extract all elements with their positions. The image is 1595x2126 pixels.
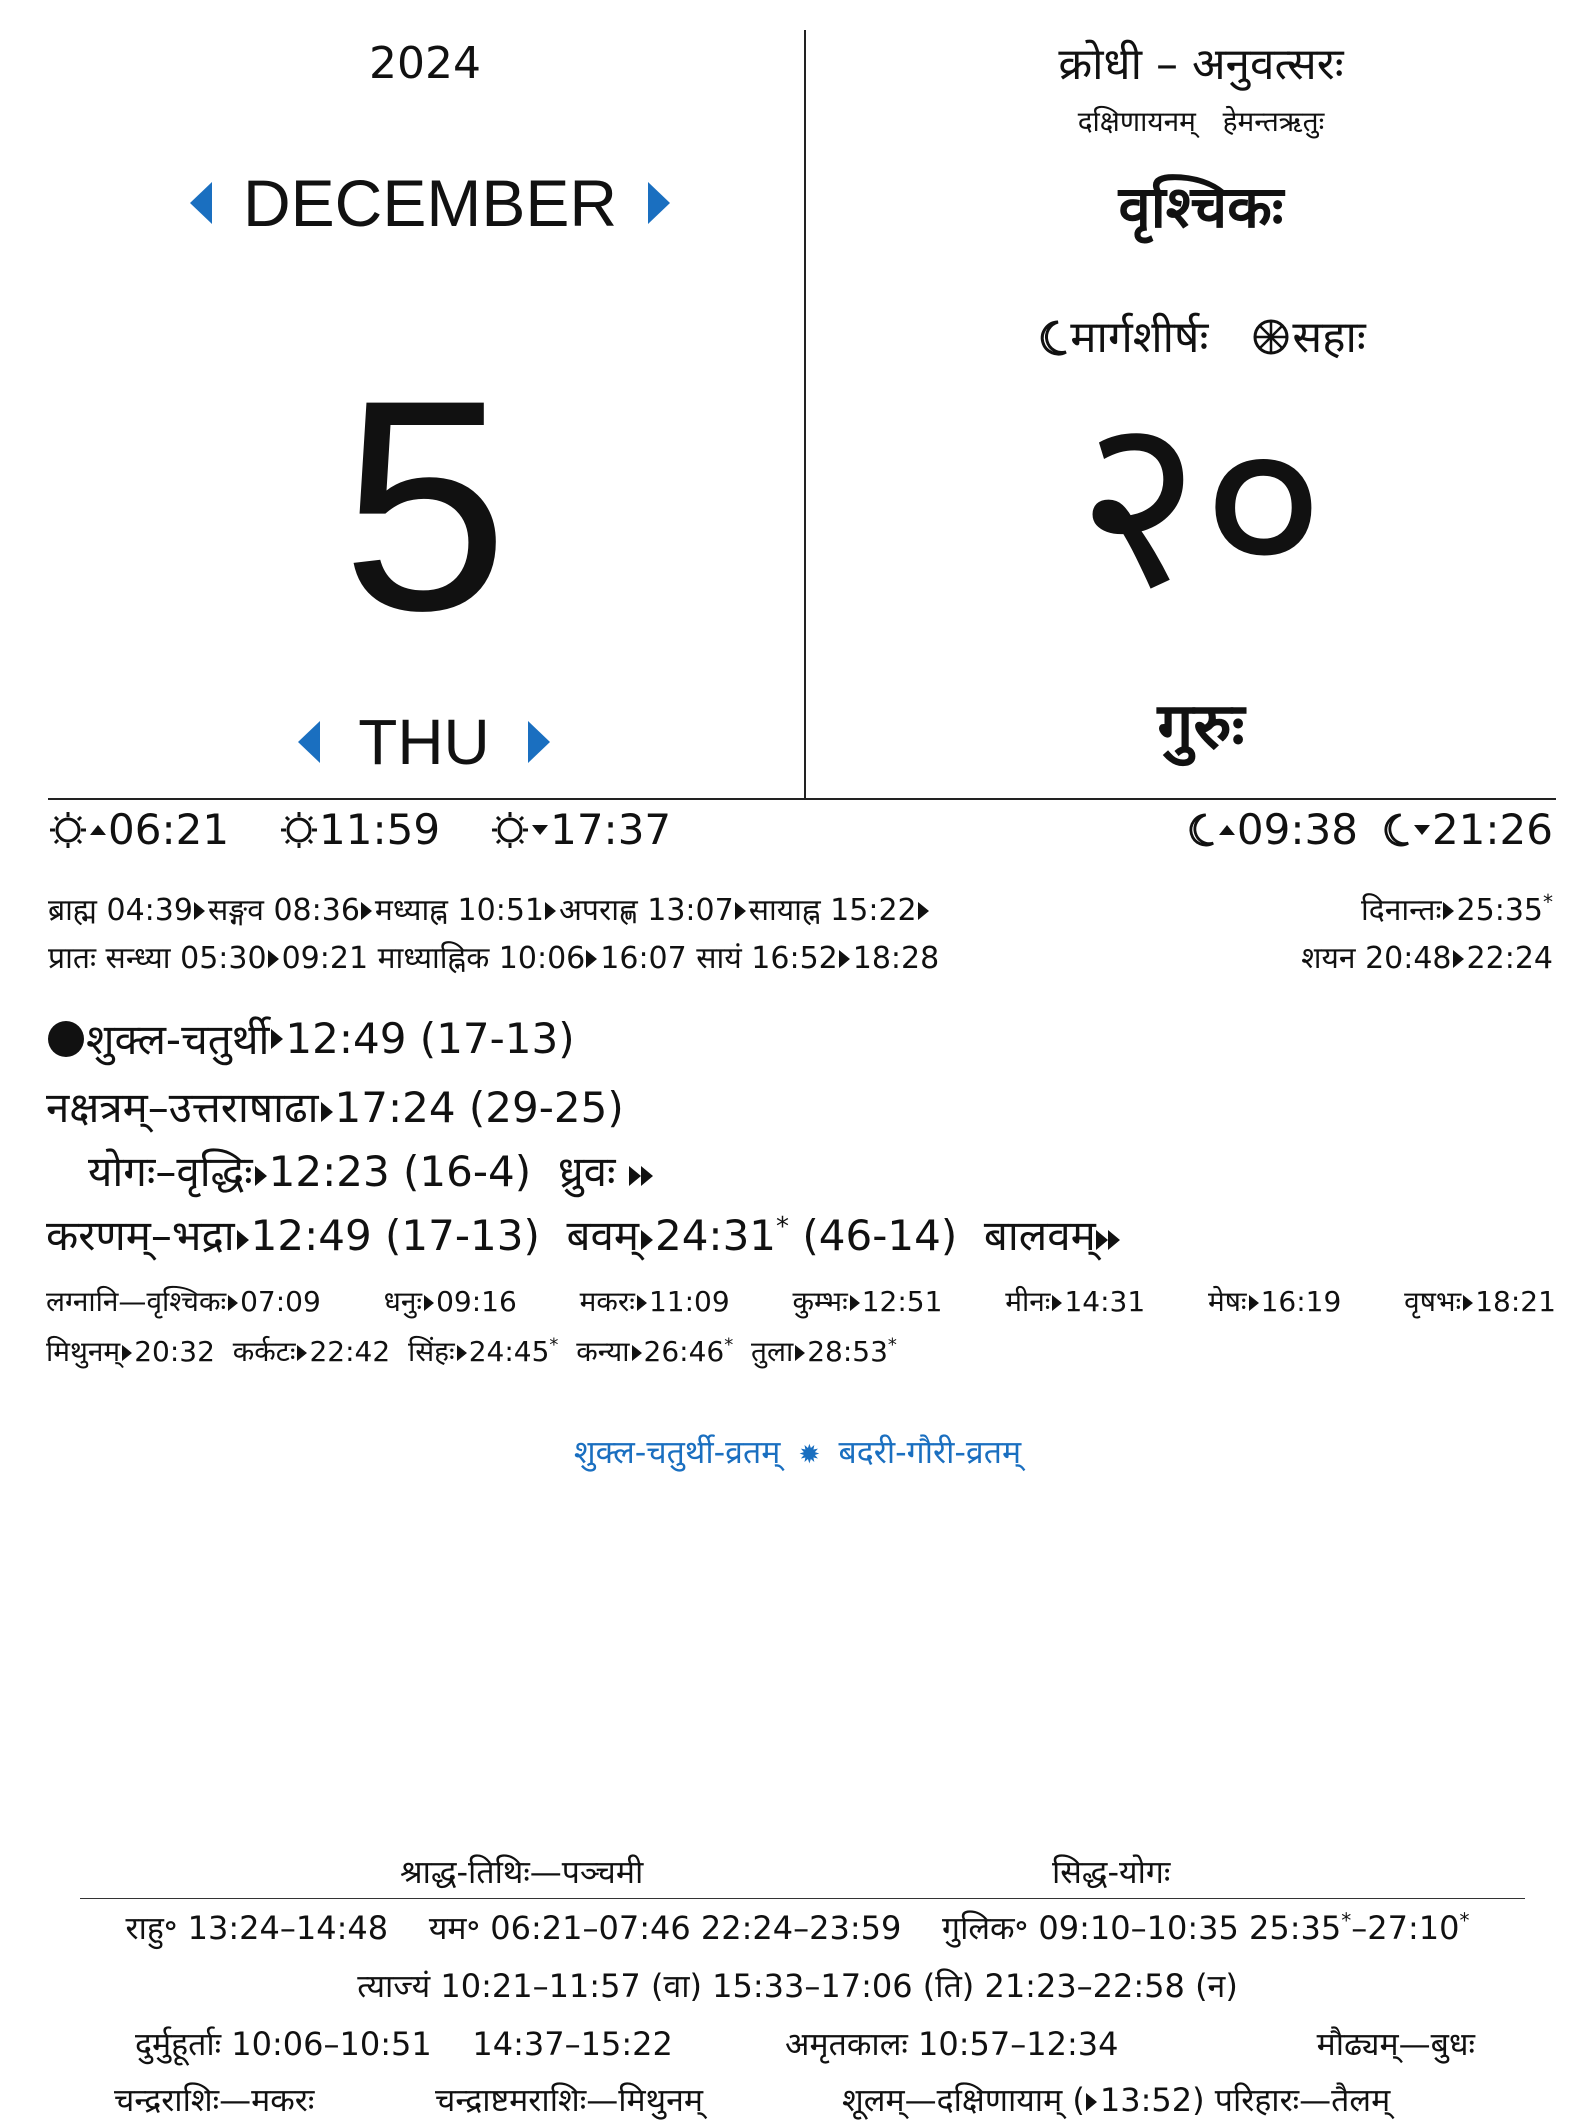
arrow-icon	[255, 1166, 267, 1186]
arrow-icon	[228, 1295, 238, 1311]
lagna-time: 28:53	[807, 1335, 888, 1368]
arrow-icon	[361, 902, 372, 920]
arrow-icon	[1443, 902, 1454, 920]
moonset-arrow-icon	[1414, 825, 1430, 835]
gulika-kala: गुलिक॰ 09:10–10:35 25:35	[942, 1909, 1342, 1947]
lagna-time: 11:09	[648, 1285, 730, 1318]
arrow-icon	[424, 1295, 434, 1311]
year: 2024	[369, 38, 481, 89]
pratah-label: प्रातः सन्ध्या	[48, 941, 171, 976]
month-name: DECEMBER	[242, 166, 618, 240]
moonset-icon	[1380, 811, 1412, 849]
arrow-icon	[237, 1230, 249, 1250]
lagna-time: 12:51	[861, 1285, 943, 1318]
tithi: शुक्ल-चतुर्थी	[86, 1015, 270, 1064]
arrow-icon	[586, 950, 597, 968]
lagna-name: सिंहः	[408, 1335, 455, 1368]
shraddha-tithi: श्राद्ध-तिथिः—पञ्चमी	[400, 1853, 644, 1891]
sandhya-row	[48, 936, 939, 977]
noon-time: 11:59	[319, 805, 441, 854]
karana2: बवम्	[566, 1211, 639, 1260]
arrow-icon	[268, 950, 279, 968]
karana2-end: 24:31	[654, 1211, 777, 1260]
karana: करणम्–भद्रा	[46, 1211, 235, 1260]
durmuhurta: दुर्मुहूर्ताः 10:06–10:51 14:37–15:22	[135, 2025, 673, 2063]
aparahna-label: अपराह्ण	[559, 893, 638, 928]
karana-end: 12:49 (17-13)	[250, 1211, 540, 1260]
next-month-icon[interactable]	[648, 182, 670, 224]
lagna-row-2	[46, 1332, 897, 1370]
weekday-selector	[298, 702, 550, 782]
noon-sun-icon	[279, 810, 319, 850]
lunar-month-line	[806, 305, 1595, 365]
yoga-next: ध्रुवः	[557, 1147, 616, 1196]
moonrise-time: 09:38	[1236, 805, 1358, 854]
arrow-icon	[457, 1345, 467, 1361]
sayahna-time: 15:22	[830, 893, 917, 928]
moon-times	[1185, 805, 1553, 854]
lagna-item	[792, 1282, 942, 1320]
parihara: परिहारः—तैलम्	[1214, 2081, 1391, 2119]
arrow-icon	[735, 902, 746, 920]
arrow-icon	[271, 1029, 283, 1049]
pratah-end: 09:21	[281, 941, 369, 976]
yoga: योगः–वृद्धिः	[88, 1147, 253, 1196]
arrow-icon	[122, 1345, 132, 1361]
lunar-month: मार्गशीर्षः	[1070, 312, 1209, 363]
arrow-icon	[321, 1102, 333, 1122]
brahma-label: ब्राह्म	[48, 893, 97, 928]
day-periods-row	[48, 888, 932, 929]
solar-month: वृश्चिकः	[1118, 173, 1284, 241]
lagna-item	[46, 1335, 215, 1368]
lagna-item: सिंहः 24:45*	[408, 1334, 559, 1368]
lagna-item: तुला 28:53*	[751, 1334, 897, 1368]
nakshatra: नक्षत्रम्–उत्तराषाढा	[46, 1083, 319, 1132]
shula-time: 13:52)	[1099, 2081, 1205, 2119]
prev-month-icon[interactable]	[190, 182, 212, 224]
aparahna-time: 13:07	[647, 893, 734, 928]
sayam-end: 18:28	[852, 941, 940, 976]
shayana-end: 22:24	[1466, 941, 1553, 976]
double-arrow-icon-b	[1108, 1230, 1120, 1250]
shula: शूलम्—दक्षिणायाम् (	[842, 2081, 1085, 2119]
madhyahnika-end: 16:07	[600, 941, 687, 976]
sunset	[490, 805, 671, 854]
arrow-icon	[297, 1345, 307, 1361]
arrow-icon	[1052, 1295, 1062, 1311]
lagna-name: वृश्चिकः	[146, 1285, 227, 1318]
brahma-time: 04:39	[106, 893, 193, 928]
arrow-icon	[1453, 950, 1464, 968]
arrow-icon	[839, 950, 850, 968]
siddha-yoga: सिद्ध-योगः	[1052, 1853, 1171, 1891]
other-month: सहाः	[1292, 312, 1366, 363]
arrow-icon	[918, 902, 929, 920]
sangava-label: सङ्गव	[207, 893, 264, 928]
sunrise-icon	[48, 810, 88, 850]
arrow-icon	[850, 1295, 860, 1311]
lagna-item	[1005, 1282, 1145, 1320]
arrow-icon	[194, 902, 205, 920]
amrita-kala: अमृतकालः 10:57–12:34	[785, 2025, 1119, 2063]
arrow-icon	[637, 1295, 647, 1311]
month-selector	[190, 158, 670, 248]
lagna-time: 26:46	[643, 1335, 725, 1368]
sayam-label: सायं	[696, 941, 742, 976]
samvatsara: क्रोधी – अनुवत्सरः	[1058, 39, 1344, 90]
lagna-name: कर्कटः	[232, 1335, 296, 1368]
rahu-kala: राहु॰ 13:24–14:48	[125, 1909, 389, 1947]
lagna-name: कन्या	[576, 1335, 630, 1368]
lagna-item	[46, 1282, 321, 1320]
sunrise-time: 06:21	[108, 805, 230, 854]
lagna-name: कुम्भः	[792, 1285, 848, 1318]
sunset-icon	[490, 810, 530, 850]
sayam-start: 16:52	[751, 941, 838, 976]
tithi-row	[46, 1010, 575, 1067]
moon-icon	[1036, 318, 1070, 358]
nakshatra-row	[46, 1078, 624, 1135]
gulika-kala-end: –27:10	[1351, 1909, 1460, 1947]
arrow-icon	[545, 902, 556, 920]
lagna-item	[384, 1282, 517, 1320]
lagna-item	[233, 1335, 390, 1368]
nakshatra-end: 17:24 (29-25)	[334, 1083, 624, 1132]
horizontal-divider	[48, 798, 1556, 800]
lagna-time: 18:21	[1475, 1285, 1556, 1318]
footer-divider	[80, 1898, 1525, 1899]
shayana-start: 20:48	[1365, 941, 1452, 976]
lagna-time: 14:31	[1064, 1285, 1146, 1318]
sun-wheel-icon	[1250, 316, 1292, 358]
maudhya: मौढ्यम्—बुधः	[1316, 2025, 1475, 2063]
lagna-name: तुला	[751, 1335, 794, 1368]
moonset-time: 21:26	[1431, 805, 1553, 854]
lagna-item	[1208, 1282, 1341, 1320]
arrow-icon	[795, 1345, 805, 1361]
karana-row: करणम्–भद्रा 12:49 (17-13) बवम् 24:31* (46-14) बालवम्	[46, 1206, 1120, 1263]
sunrise	[48, 805, 229, 854]
next-day-icon[interactable]	[528, 721, 550, 763]
lagna-time: 16:19	[1260, 1285, 1342, 1318]
moonrise-icon	[1185, 811, 1217, 849]
pratah-start: 05:30	[180, 941, 267, 976]
weekday-name: THU	[358, 706, 490, 778]
lagna-name: मीनः	[1005, 1285, 1051, 1318]
shayana	[1301, 936, 1553, 977]
rise-arrow-icon	[90, 825, 106, 835]
vrata-1[interactable]: शुक्ल-चतुर्थी-व्रतम्	[573, 1433, 781, 1471]
day-number: 5	[341, 337, 509, 673]
yoga-row	[88, 1142, 653, 1199]
lagna-name: वृषभः	[1404, 1285, 1462, 1318]
ayana-rtu: दक्षिणायनम् हेमन्तऋतुः	[1077, 105, 1325, 138]
prev-day-icon[interactable]	[298, 721, 320, 763]
indian-day-number: २०	[1076, 362, 1326, 642]
set-arrow-icon	[532, 825, 548, 835]
lagna-time: 24:45	[468, 1335, 550, 1368]
karana2-ghati: (46-14)	[802, 1211, 958, 1260]
lagna-name: धनुः	[383, 1285, 423, 1318]
karana-next: बालवम्	[983, 1211, 1096, 1260]
lagna-time: 09:16	[436, 1285, 517, 1318]
vrata-2[interactable]: बदरी-गौरी-व्रतम्	[838, 1433, 1022, 1471]
arrow-icon	[1249, 1295, 1259, 1311]
lagna-time: 20:32	[134, 1335, 215, 1368]
solar-noon	[279, 805, 440, 854]
rahu-yama-gulika-row: राहु॰ 13:24–14:48 यम॰ 06:21–07:46 22:24–23:59 गुलिक॰ 09:10–10:35 25:35*–27:10*	[125, 1908, 1470, 1947]
lagna-time: 07:09	[240, 1285, 321, 1318]
dinanta-time: 25:35	[1456, 893, 1543, 928]
arrow-icon	[1086, 2093, 1097, 2111]
chandra-rashi: चन्द्रराशिः—मकरः	[114, 2081, 315, 2119]
arrow-icon	[641, 1230, 653, 1250]
moonrise-arrow-icon	[1219, 825, 1235, 835]
flower-separator-icon: ✹	[798, 1440, 821, 1470]
moon-phase-icon	[46, 1019, 86, 1059]
lagna-name: मिथुनम्	[46, 1335, 121, 1368]
sun-times	[48, 805, 671, 854]
lagna-item	[580, 1282, 730, 1320]
yoga-end: 12:23 (16-4)	[268, 1147, 532, 1196]
sayahna-label: सायाह्न	[748, 893, 821, 928]
dinanta-label: दिनान्तः	[1361, 893, 1442, 928]
yama-ganda: यम॰ 06:21–07:46 22:24–23:59	[428, 1909, 902, 1947]
dinanta: दिनान्तः 25:35*	[1361, 890, 1553, 928]
chandrashtama: चन्द्राष्टमराशिः—मिथुनम्	[435, 2081, 703, 2119]
tyajya-row: त्याज्यं 10:21–11:57 (वा) 15:33–17:06 (ति) 21:23–22:58 (न)	[357, 1967, 1238, 2005]
madhyahna-time: 10:51	[457, 893, 544, 928]
tithi-end: 12:49 (17-13)	[285, 1014, 575, 1063]
lagna-row-1	[46, 1282, 1556, 1320]
festival-row	[0, 1430, 1595, 1473]
shula-parihara	[842, 2078, 1390, 2121]
arrow-icon	[1463, 1295, 1473, 1311]
double-arrow-icon	[629, 1166, 641, 1186]
madhyahna-label: मध्याह्न	[374, 893, 448, 928]
shayana-label: शयन	[1301, 941, 1356, 976]
double-arrow-icon	[1096, 1230, 1108, 1250]
vara: गुरुः	[1157, 690, 1245, 764]
sangava-time: 08:36	[273, 893, 360, 928]
madhyahnika-start: 10:06	[498, 941, 586, 976]
lagna-name: मकरः	[579, 1285, 635, 1318]
lagna-label: लग्नानि—	[46, 1285, 147, 1318]
double-arrow-icon-b	[641, 1166, 653, 1186]
lagna-name: मेषः	[1208, 1285, 1247, 1318]
lagna-item: कन्या 26:46*	[576, 1334, 734, 1368]
lagna-item	[1404, 1282, 1556, 1320]
sunset-time: 17:37	[550, 805, 672, 854]
lagna-time: 22:42	[309, 1335, 391, 1368]
arrow-icon	[632, 1345, 642, 1361]
madhyahnika-label: माध्याह्निक	[377, 941, 490, 976]
